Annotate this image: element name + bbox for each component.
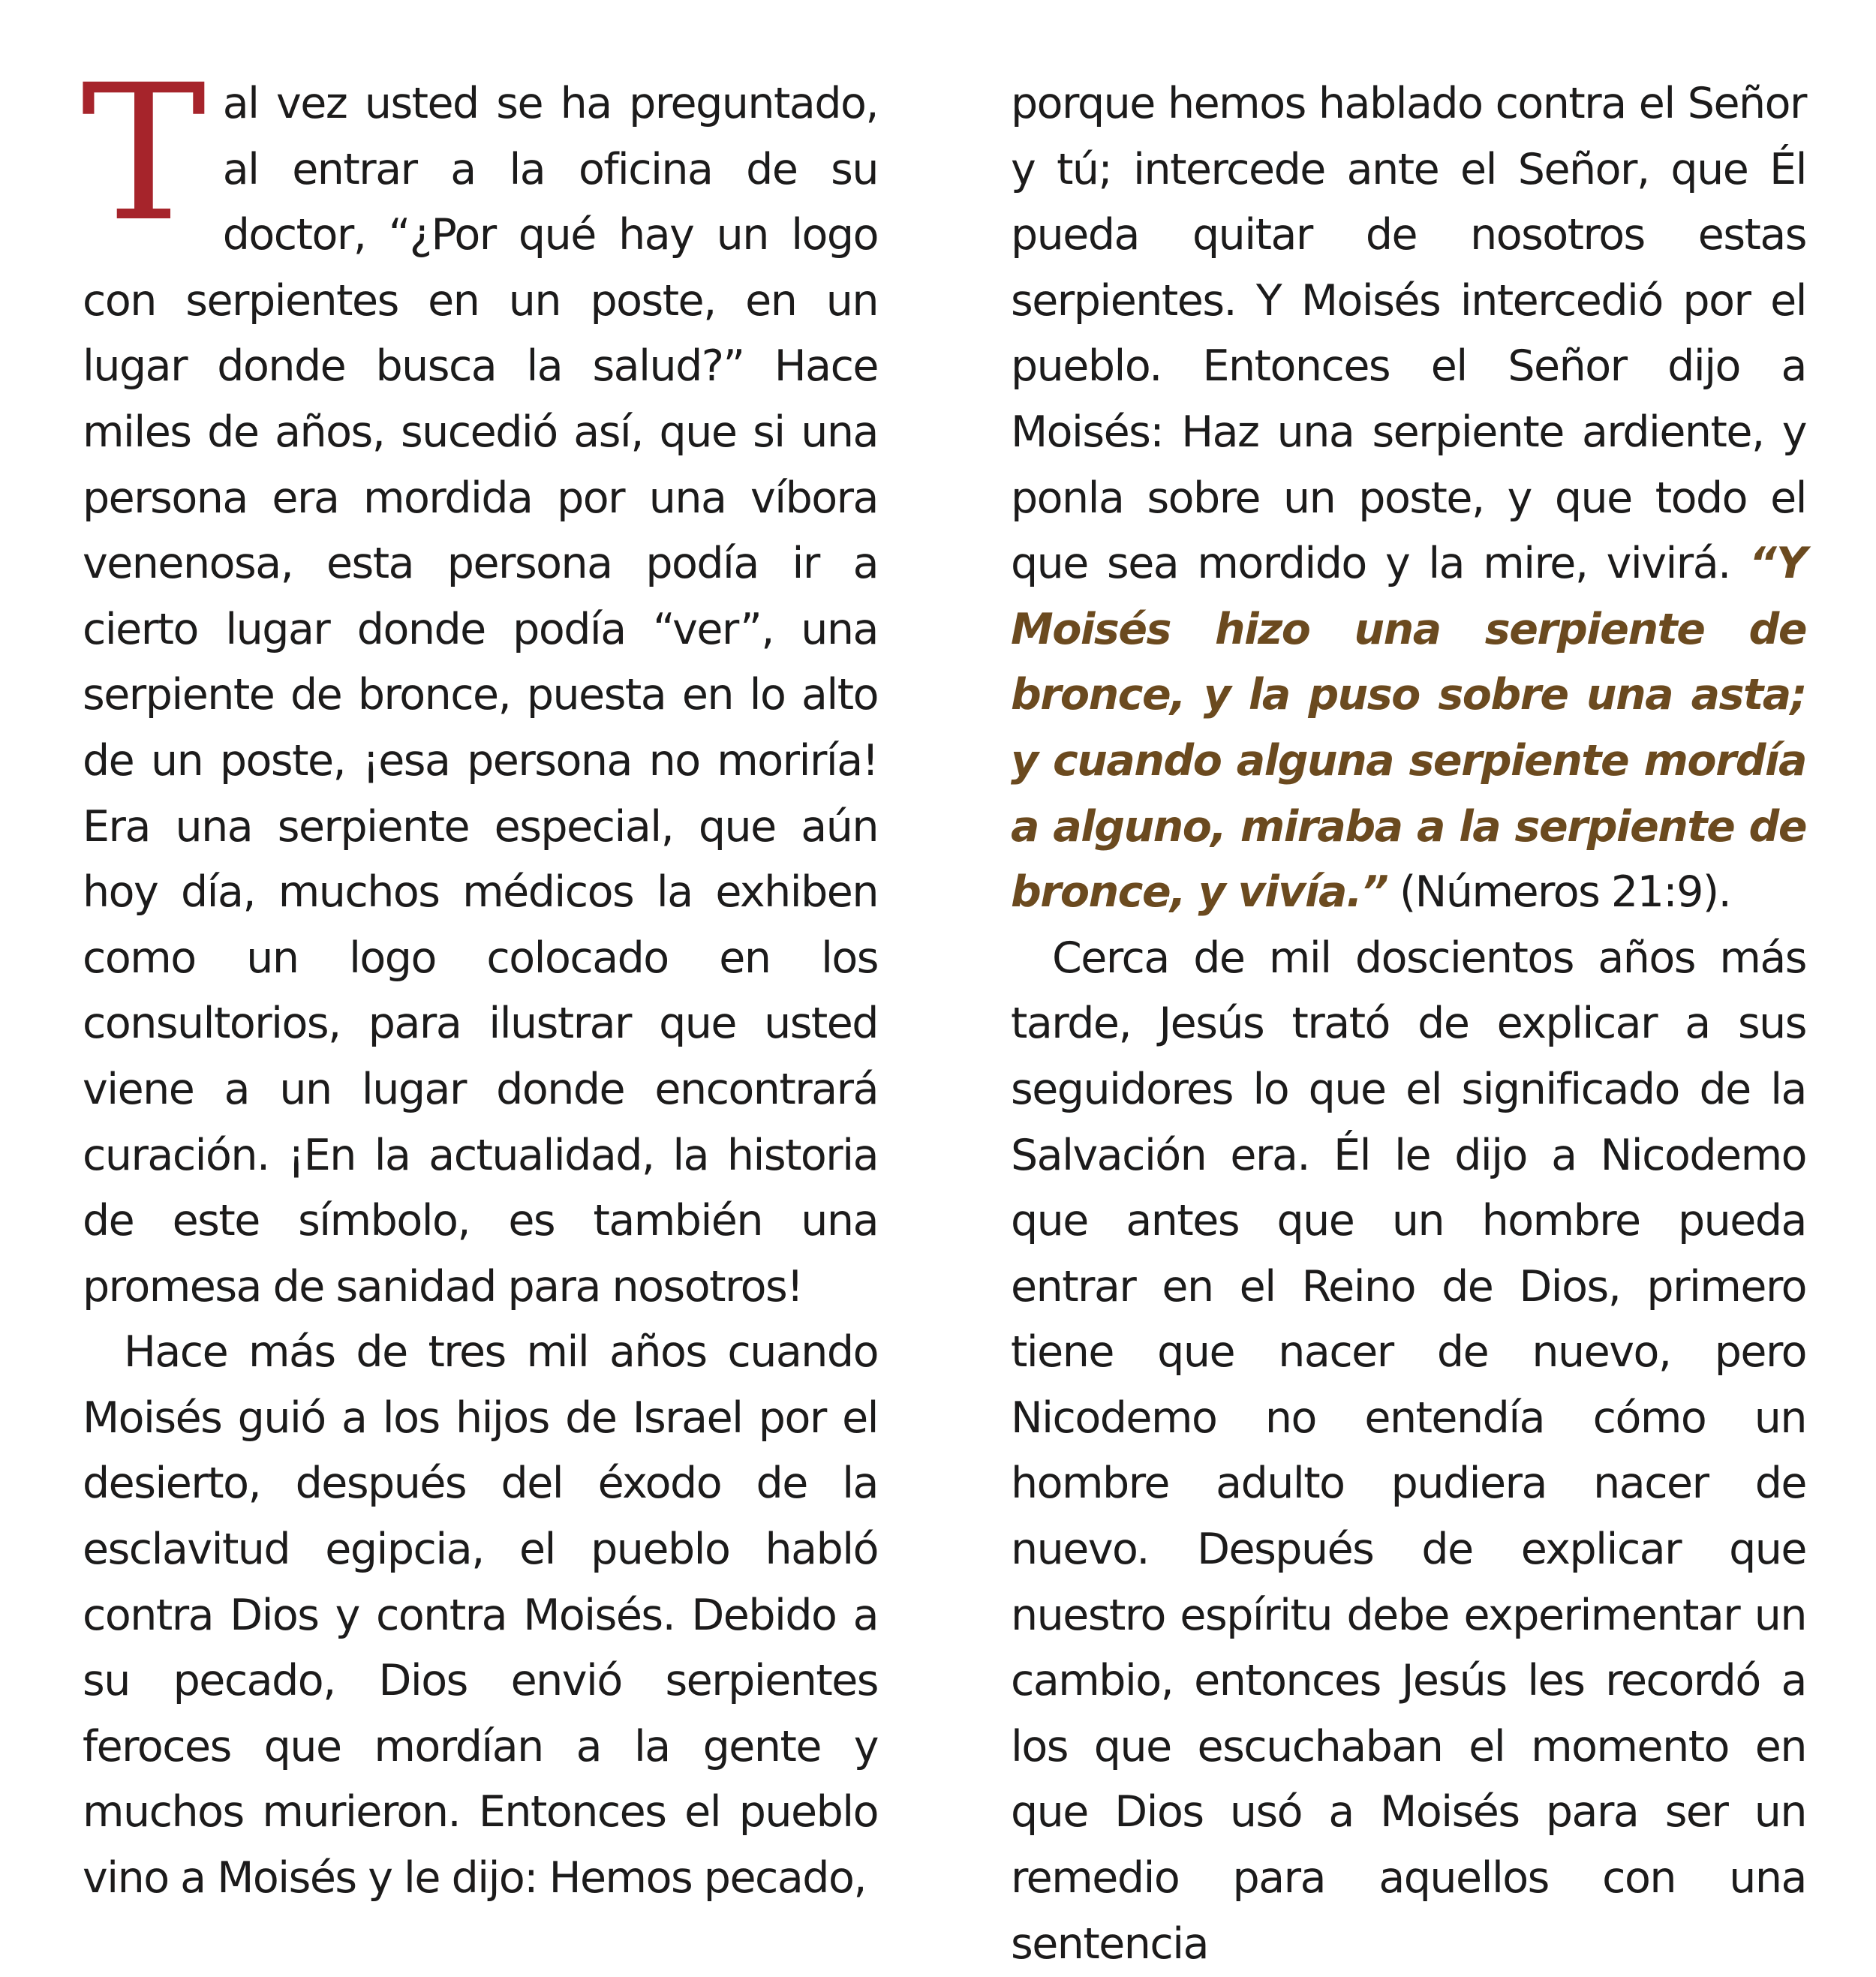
continuation-paragraph (1011, 71, 1806, 926)
intro-paragraph-text: al vez usted se ha preguntado, al entrar a la oficina de su doctor, “¿Por qué hay un logo con serpientes en un poste, en un lugar donde busca la salud?” Hace miles de años, sucedió así, que si una persona era mordida por una víbora venenosa, esta persona podía ir a cierto lugar donde podía “ver”, una serpiente de bronce, puesta en lo alto de un poste, ¡esa persona no moriría! Era una serpiente especial, que aún hoy día, muchos médicos la exhiben como un logo colocado en los consultorios, para ilustrar que usted viene a un lugar donde encontrará curación. ¡En la actualidad, la historia de este símbolo, es también una promesa de sanidad para nosotros! (83, 79, 878, 1311)
moses-paragraph: Hace más de tres mil años cuando Moisés guió a los hijos de Israel por el desierto, después del éxodo de la esclavitud egipcia, el pueblo habló contra Dios y contra Moisés. Debido a su pecado, Dios envió serpientes feroces que mordían a la gente y muchos murieron. Entonces el pueblo vino a Moisés y le dijo: Hemos pecado, (83, 1327, 878, 1903)
continuation-text: porque hemos hablado contra el Señor y tú; intercede ante el Señor, que Él pueda quitar de nosotros estas serpientes. Y Moisés intercedió por el pueblo. Entonces el Señor dijo a Moisés: Haz una serpiente ardiente, y ponla sobre un poste, y que todo el que sea mordido y la mire, vivirá. (1011, 79, 1806, 589)
right-column (1011, 71, 1806, 1977)
intro-paragraph (81, 44, 878, 1320)
scripture-citation: (Números 21:9). (1399, 867, 1731, 918)
left-column (81, 44, 878, 1912)
drop-cap: T (81, 44, 206, 263)
jesus-paragraph: Cerca de mil doscientos años más tarde, Jesús trató de explicar a sus seguidores lo que el significado de la Salvación era. Él le dijo a Nicodemo que antes que un hombre pueda entrar en el Reino de Dios, primero tiene que nacer de nuevo, pero Nicodemo no entendía cómo un hombre adulto pudiera nacer de nuevo. Después de explicar que nuestro espíritu debe experimentar un cambio, entonces Jesús les recordó a los que escuchaban el momento en que Dios usó a Moisés para ser un remedio para aquellos con una sentencia (1011, 933, 1806, 1969)
scripture-quote: “Y Moisés hizo una serpiente de bronce, y la puso sobre una asta; y cuando alguna serpiente mordía a alguno, miraba a la serpiente de bronce, y vivía.” (1011, 539, 1806, 918)
